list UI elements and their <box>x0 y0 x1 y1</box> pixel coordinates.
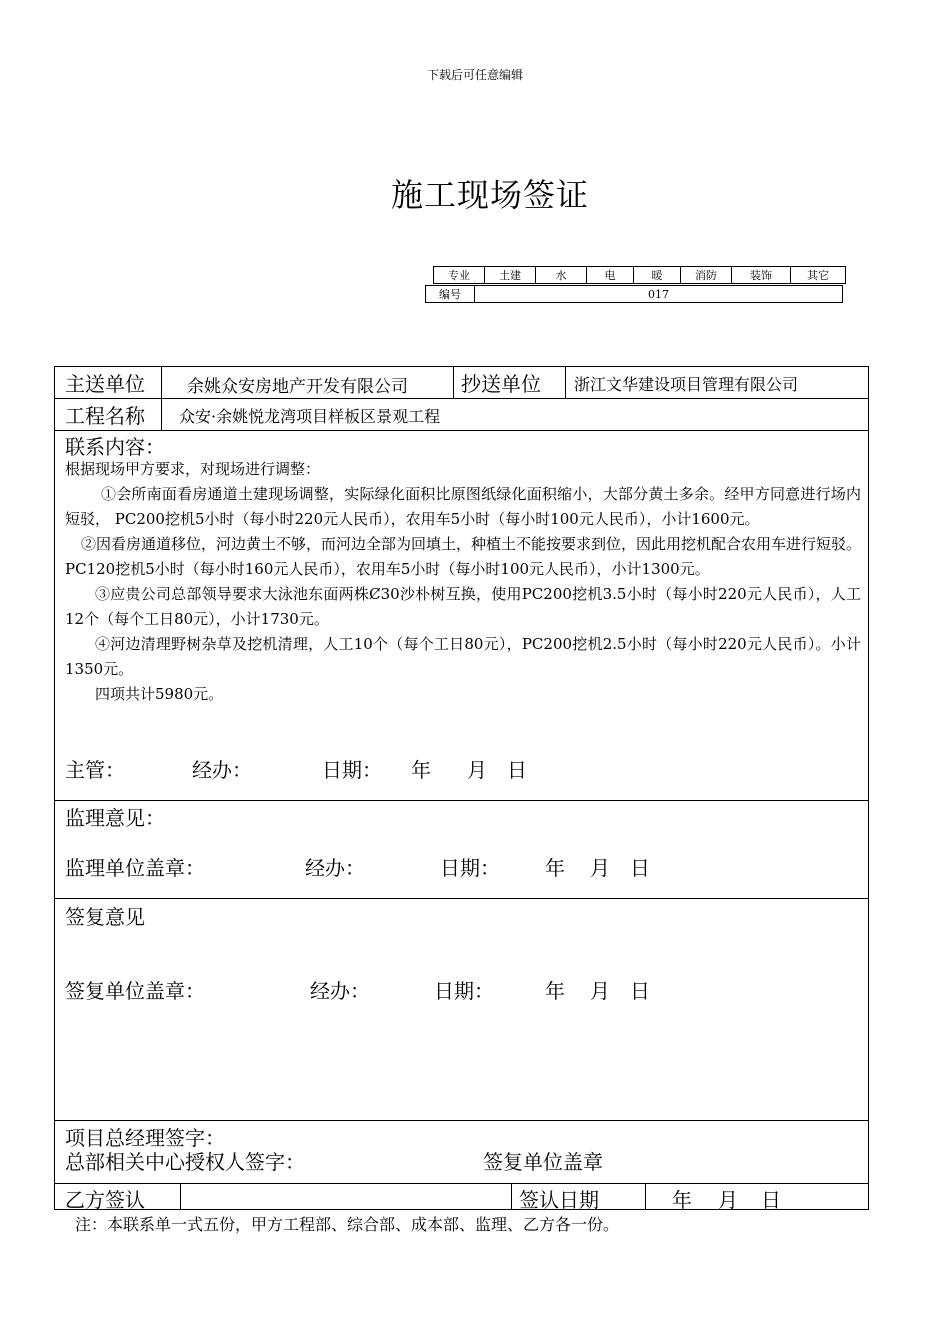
footnote: 注：本联系单一式五份，甲方工程部、综合部、成本部、监理、乙方各一份。 <box>75 1215 620 1234</box>
reply-stamp: 签复单位盖章： <box>65 979 205 1003</box>
code-label: 编号 <box>426 286 475 303</box>
visa-form <box>54 366 869 1210</box>
hq-sign-label: 总部相关中心授权人签字： <box>65 1150 305 1174</box>
contact-content <box>65 457 861 707</box>
year-label: 年 <box>411 758 431 782</box>
category-cell: 水 <box>536 267 587 284</box>
supervision-opinion: 监理意见： <box>65 806 165 830</box>
supervision-day: 日 <box>630 856 650 880</box>
category-table <box>433 266 846 284</box>
project-value: 众安·余姚悦龙湾项目样板区景观工程 <box>179 407 441 426</box>
category-cell: 土建 <box>485 267 536 284</box>
send-unit-label: 主送单位 <box>65 372 145 396</box>
handler-label: 经办： <box>192 758 252 782</box>
reply-unit-stamp: 签复单位盖章 <box>483 1150 603 1174</box>
reply-year: 年 <box>545 979 565 1003</box>
day-label: 日 <box>507 758 527 782</box>
contact-line: ③应贵公司总部领导要求大泳池东面两株Ȼ30沙朴树互换，使用PC200挖机3.5小时（每小时220元人民币），人工12个（每个工日80元），小计1730元。 <box>65 585 861 628</box>
party-b-label: 乙方签认 <box>65 1188 145 1212</box>
category-cell: 消防 <box>681 267 732 284</box>
code-table <box>425 285 843 303</box>
confirm-year: 年 <box>672 1188 692 1212</box>
manager-label: 主管： <box>65 758 125 782</box>
contact-line: ②因看房通道移位，河边黄土不够，而河边全部为回填土，种植土不能按要求到位，因此用挖机配合农用车进行短驳。PC120挖机5小时（每小时160元人民币），农用车5小时（每小时100元人民币），小计1300元。 <box>65 535 862 578</box>
category-cell: 电 <box>587 267 634 284</box>
supervision-handler: 经办： <box>305 856 365 880</box>
contact-label: 联系内容： <box>65 435 165 459</box>
contact-line: 根据现场甲方要求，对现场进行调整： <box>65 460 321 478</box>
reply-day: 日 <box>630 979 650 1003</box>
month-label: 月 <box>467 758 487 782</box>
confirm-date-label: 签认日期 <box>519 1188 599 1212</box>
reply-date: 日期： <box>434 979 494 1003</box>
contact-line: 四项共计5980元。 <box>95 685 224 703</box>
supervision-year: 年 <box>545 856 565 880</box>
supervision-stamp: 监理单位盖章： <box>65 856 205 880</box>
header-note: 下载后可任意编辑 <box>426 68 523 82</box>
confirm-month: 月 <box>718 1188 738 1212</box>
contact-line: ①会所南面看房通道土建现场调整，实际绿化面积比原图纸绿化面积缩小，大部分黄土多余。经甲方同意进行场内短驳， PC200挖机5小时（每小时220元人民币），农用车5小时（每小时100元人民币），小计1600元。 <box>65 485 861 528</box>
reply-month: 月 <box>590 979 610 1003</box>
supervision-month: 月 <box>590 856 610 880</box>
reply-handler: 经办： <box>310 979 370 1003</box>
category-cell: 暖 <box>634 267 681 284</box>
contact-line: ④河边清理野树杂草及挖机清理，人工10个（每个工日80元），PC200挖机2.5小时（每小时220元人民币）。小计1350元。 <box>65 635 861 678</box>
date-label: 日期： <box>322 758 382 782</box>
supervision-date: 日期： <box>440 856 500 880</box>
send-unit-value: 余姚众安房地产开发有限公司 <box>187 377 408 397</box>
code-value: 017 <box>475 286 843 303</box>
cc-unit-label: 抄送单位 <box>461 372 541 396</box>
reply-opinion: 签复意见 <box>65 905 145 929</box>
cc-unit-value: 浙江文华建设项目管理有限公司 <box>574 375 799 394</box>
project-label: 工程名称 <box>65 404 145 428</box>
pm-sign-label: 项目总经理签字： <box>65 1126 225 1150</box>
category-cell: 装饰 <box>732 267 791 284</box>
page-title: 施工现场签证 <box>390 176 589 214</box>
category-cell: 专业 <box>434 267 485 284</box>
category-cell: 其它 <box>791 267 846 284</box>
confirm-day: 日 <box>761 1188 781 1212</box>
